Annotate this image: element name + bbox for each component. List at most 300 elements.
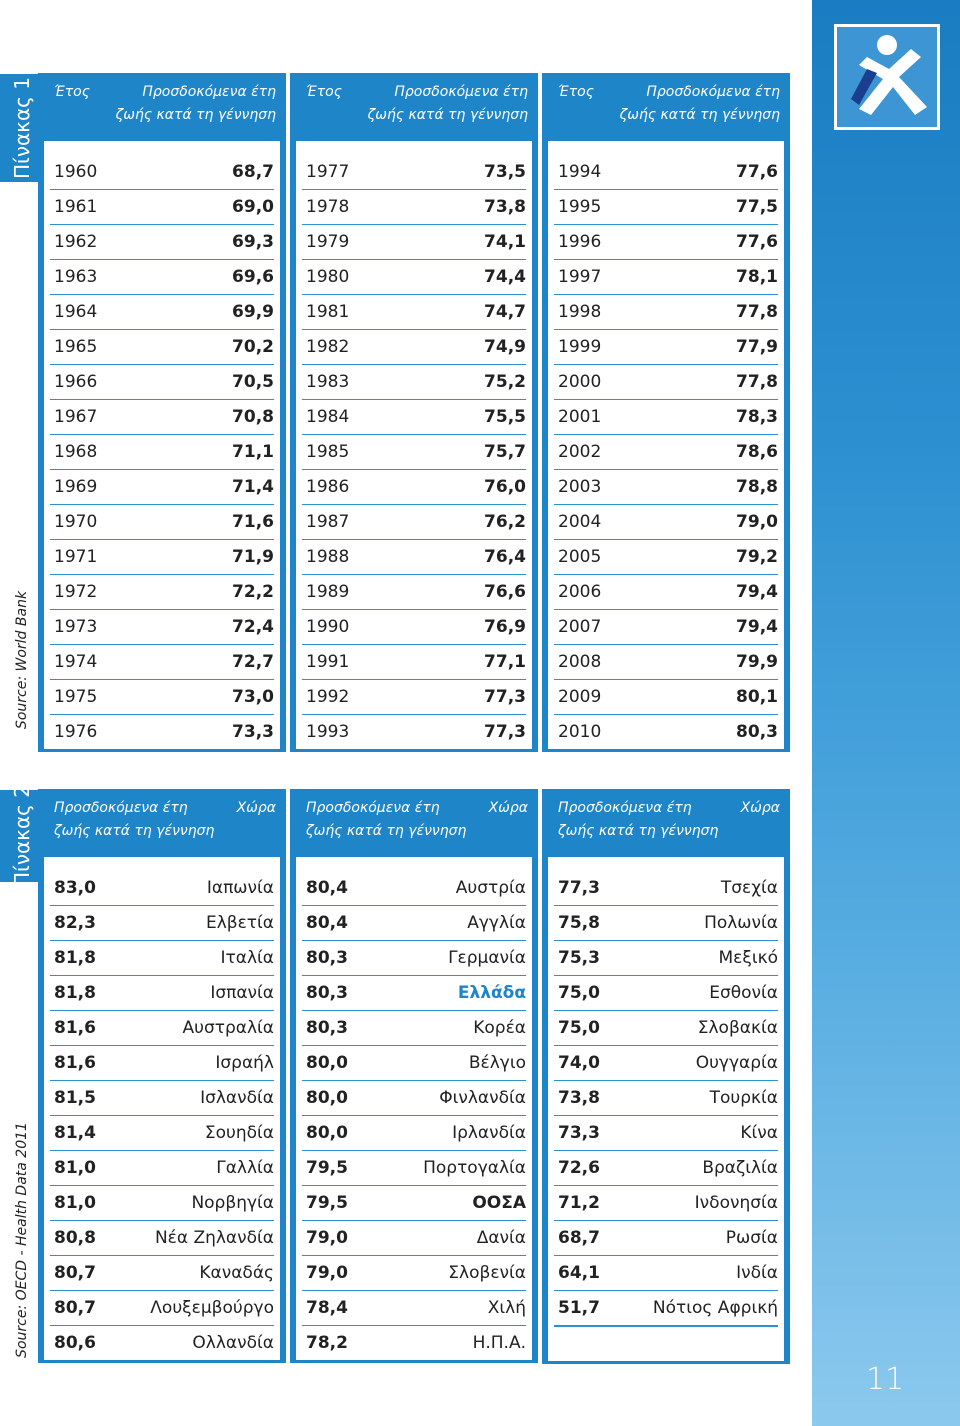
country-cell: Ιαπωνία [206, 878, 274, 898]
table-row [50, 1081, 274, 1116]
table-row [50, 435, 274, 470]
year-header: Έτος [306, 84, 342, 100]
table-row [302, 260, 526, 295]
country-cell: Ελβετία [205, 913, 274, 933]
country-cell: Ινδονησία [694, 1193, 778, 1213]
life-expectancy-cell: 73,8 [558, 1088, 600, 1108]
life-expectancy-cell: 81,0 [54, 1193, 96, 1213]
year-cell: 2008 [558, 652, 602, 672]
life-expectancy-cell: 77,8 [736, 302, 778, 322]
life-expectancy-cell: 80,3 [306, 983, 348, 1003]
table1-label: Πίνακας 1 [10, 77, 34, 179]
life-expectancy-cell: 79,0 [306, 1263, 348, 1283]
table2-rows [44, 871, 280, 1360]
country-cell: Χιλή [487, 1298, 526, 1318]
value-header-line1: Προσδοκόμενα έτη [306, 800, 440, 816]
year-cell: 1997 [558, 267, 602, 287]
table-row [302, 1081, 526, 1116]
life-expectancy-cell: 76,4 [484, 547, 526, 567]
value-header-line2: ζωής κατά τη γέννηση [619, 107, 780, 123]
table2-column-header [44, 789, 280, 857]
table-row [554, 715, 778, 749]
life-expectancy-cell: 81,8 [54, 948, 96, 968]
year-cell: 2000 [558, 372, 602, 392]
life-expectancy-cell: 78,2 [306, 1333, 348, 1353]
table1-rows [296, 155, 532, 749]
table1-column [290, 73, 538, 752]
table-row [302, 155, 526, 190]
table-row [554, 225, 778, 260]
decorative-side-band [812, 0, 960, 1426]
page-number: 11 [866, 1362, 905, 1397]
table-row [554, 575, 778, 610]
table-row [50, 260, 274, 295]
year-cell: 1964 [54, 302, 98, 322]
value-header-line2: ζωής κατά τη γέννηση [54, 823, 215, 839]
life-expectancy-cell: 79,0 [736, 512, 778, 532]
table-row [302, 976, 526, 1011]
value-header-line2: ζωής κατά τη γέννηση [306, 823, 467, 839]
year-cell: 1972 [54, 582, 98, 602]
life-expectancy-cell: 83,0 [54, 878, 96, 898]
country-cell: Ουγγαρία [695, 1053, 778, 1073]
table-row [302, 330, 526, 365]
table-row [554, 871, 778, 906]
value-header [116, 81, 276, 127]
year-cell: 1998 [558, 302, 602, 322]
table-row [554, 400, 778, 435]
country-cell: Σουηδία [204, 1123, 274, 1143]
table-row [302, 190, 526, 225]
life-expectancy-cell: 81,0 [54, 1158, 96, 1178]
country-cell: Βέλγιο [468, 1053, 526, 1073]
table-row [554, 330, 778, 365]
life-expectancy-cell: 79,9 [736, 652, 778, 672]
life-expectancy-cell: 80,3 [306, 948, 348, 968]
year-cell: 1967 [54, 407, 98, 427]
table1-source: Source: World Bank [14, 590, 30, 730]
life-expectancy-cell: 69,3 [232, 232, 274, 252]
life-expectancy-cell: 74,9 [484, 337, 526, 357]
table-row [302, 400, 526, 435]
table-row [302, 295, 526, 330]
life-expectancy-cell: 80,4 [306, 878, 348, 898]
year-cell: 2007 [558, 617, 602, 637]
table-row [554, 1291, 778, 1326]
life-expectancy-cell: 76,9 [484, 617, 526, 637]
country-cell: Νορβηγία [191, 1193, 274, 1213]
table-row [302, 470, 526, 505]
year-cell: 1968 [54, 442, 98, 462]
country-cell: Ισλανδία [200, 1088, 274, 1108]
table-row [50, 1326, 274, 1360]
table-row [302, 715, 526, 749]
table-row [302, 645, 526, 680]
life-expectancy-cell: 73,5 [484, 162, 526, 182]
year-cell: 1996 [558, 232, 602, 252]
table-row [302, 225, 526, 260]
table-row [50, 610, 274, 645]
year-cell: 1999 [558, 337, 602, 357]
life-expectancy-cell: 80,1 [736, 687, 778, 707]
table-row [302, 906, 526, 941]
table-row [50, 505, 274, 540]
country-cell: Αγγλία [467, 913, 526, 933]
header-gap [44, 141, 280, 155]
table-row [302, 1151, 526, 1186]
life-expectancy-cell: 76,2 [484, 512, 526, 532]
year-cell: 1993 [306, 722, 350, 742]
table-row [554, 1186, 778, 1221]
life-expectancy-cell: 77,6 [736, 232, 778, 252]
table-row [302, 1186, 526, 1221]
year-cell: 1990 [306, 617, 350, 637]
table-row [50, 1151, 274, 1186]
year-cell: 1961 [54, 197, 98, 217]
life-expectancy-cell: 80,0 [306, 1088, 348, 1108]
table1-column-header [296, 73, 532, 141]
life-expectancy-cell: 71,2 [558, 1193, 600, 1213]
life-expectancy-cell: 77,5 [736, 197, 778, 217]
table-row [554, 155, 778, 190]
country-cell: Τσεχία [720, 878, 778, 898]
table-row [302, 1116, 526, 1151]
table-row [554, 505, 778, 540]
country-cell: Ιρλανδία [452, 1123, 526, 1143]
life-expectancy-cell: 78,1 [736, 267, 778, 287]
life-expectancy-cell: 79,0 [306, 1228, 348, 1248]
life-expectancy-cell: 76,6 [484, 582, 526, 602]
life-expectancy-cell: 80,7 [54, 1298, 96, 1318]
header-gap [296, 141, 532, 155]
table2-column [38, 789, 286, 1363]
year-cell: 1975 [54, 687, 98, 707]
table-row [302, 610, 526, 645]
country-cell: Η.Π.Α. [472, 1333, 526, 1353]
life-expectancy-cell: 76,0 [484, 477, 526, 497]
life-expectancy-cell: 80,0 [306, 1123, 348, 1143]
year-cell: 1980 [306, 267, 350, 287]
table-row [302, 1256, 526, 1291]
table-row [302, 1326, 526, 1360]
table2-rows [548, 871, 784, 1361]
life-expectancy-cell: 77,3 [484, 687, 526, 707]
country-cell: Σλοβενία [448, 1263, 526, 1283]
table1-column [542, 73, 790, 752]
country-cell: Ολλανδία [192, 1333, 274, 1353]
life-expectancy-cell: 75,5 [484, 407, 526, 427]
life-expectancy-cell: 71,4 [232, 477, 274, 497]
table-row [554, 1116, 778, 1151]
life-expectancy-cell: 75,0 [558, 1018, 600, 1038]
table-row [554, 295, 778, 330]
table-row [554, 435, 778, 470]
life-expectancy-cell: 80,8 [54, 1228, 96, 1248]
table-row [302, 1291, 526, 1326]
table-row [302, 575, 526, 610]
year-header: Έτος [558, 84, 594, 100]
year-cell: 1988 [306, 547, 350, 567]
year-cell: 1963 [54, 267, 98, 287]
country-cell: Τουρκία [709, 1088, 778, 1108]
country-cell: Λουξεμβούργο [150, 1298, 274, 1318]
value-header [54, 797, 214, 843]
year-cell: 1971 [54, 547, 98, 567]
life-expectancy-cell: 69,6 [232, 267, 274, 287]
year-cell: 2001 [558, 407, 602, 427]
life-expectancy-cell: 68,7 [232, 162, 274, 182]
value-header [368, 81, 528, 127]
value-header-line2: ζωής κατά τη γέννηση [367, 107, 528, 123]
table-row [554, 470, 778, 505]
table-row [50, 400, 274, 435]
year-cell: 2005 [558, 547, 602, 567]
life-expectancy-cell: 75,3 [558, 948, 600, 968]
logo [834, 24, 940, 130]
table-row [50, 1256, 274, 1291]
life-expectancy-cell: 71,9 [232, 547, 274, 567]
life-expectancy-cell: 78,3 [736, 407, 778, 427]
life-expectancy-cell: 79,5 [306, 1158, 348, 1178]
life-expectancy-cell: 78,8 [736, 477, 778, 497]
header-gap [44, 857, 280, 871]
life-expectancy-cell: 51,7 [558, 1298, 600, 1318]
table-row [50, 1291, 274, 1326]
table-row [302, 435, 526, 470]
life-expectancy-cell: 77,8 [736, 372, 778, 392]
year-cell: 2002 [558, 442, 602, 462]
year-cell: 1969 [54, 477, 98, 497]
year-cell: 1995 [558, 197, 602, 217]
year-cell: 1982 [306, 337, 350, 357]
year-cell: 1966 [54, 372, 98, 392]
year-cell: 1984 [306, 407, 350, 427]
country-cell: Πορτογαλία [423, 1158, 526, 1178]
life-expectancy-cell: 78,4 [306, 1298, 348, 1318]
header-gap [548, 141, 784, 155]
value-header-line2: ζωής κατά τη γέννηση [115, 107, 276, 123]
table2-column [290, 789, 538, 1363]
year-cell: 2009 [558, 687, 602, 707]
year-cell: 1970 [54, 512, 98, 532]
table-row [554, 1046, 778, 1081]
life-expectancy-cell: 82,3 [54, 913, 96, 933]
year-cell: 1985 [306, 442, 350, 462]
table-row [50, 575, 274, 610]
year-cell: 1965 [54, 337, 98, 357]
life-expectancy-cell: 73,3 [232, 722, 274, 742]
country-cell: Γαλλία [216, 1158, 274, 1178]
life-expectancy-cell: 77,3 [558, 878, 600, 898]
value-header-line1: Προσδοκόμενα έτη [558, 800, 692, 816]
country-header: Χώρα [488, 800, 528, 816]
table-row [50, 190, 274, 225]
life-expectancy-cell: 80,7 [54, 1263, 96, 1283]
country-cell: Ινδία [736, 1263, 778, 1283]
life-expectancy-cell: 75,2 [484, 372, 526, 392]
year-cell: 1974 [54, 652, 98, 672]
life-expectancy-cell: 75,7 [484, 442, 526, 462]
table2-source: Source: OECD - Health Data 2011 [14, 1122, 30, 1358]
table-row [50, 470, 274, 505]
table-row [554, 1256, 778, 1291]
country-cell: ΟΟΣΑ [472, 1193, 526, 1213]
table-row [50, 1011, 274, 1046]
life-expectancy-cell: 79,5 [306, 1193, 348, 1213]
table-row [302, 941, 526, 976]
life-expectancy-cell: 80,3 [736, 722, 778, 742]
life-expectancy-cell: 64,1 [558, 1263, 600, 1283]
life-expectancy-cell: 75,0 [558, 983, 600, 1003]
header-gap [296, 857, 532, 871]
country-cell: Αυστρία [455, 878, 526, 898]
country-cell: Ισραήλ [215, 1053, 274, 1073]
value-header-line1: Προσδοκόμενα έτη [54, 800, 188, 816]
year-cell: 1979 [306, 232, 350, 252]
life-expectancy-cell: 79,4 [736, 582, 778, 602]
table-row [554, 906, 778, 941]
life-expectancy-cell: 73,0 [232, 687, 274, 707]
year-cell: 1960 [54, 162, 98, 182]
life-expectancy-cell: 80,4 [306, 913, 348, 933]
table-row [554, 260, 778, 295]
table1-rows [548, 155, 784, 749]
table-row [50, 330, 274, 365]
life-expectancy-cell: 72,6 [558, 1158, 600, 1178]
country-cell: Κίνα [740, 1123, 778, 1143]
year-cell: 1973 [54, 617, 98, 637]
table1-column-header [44, 73, 280, 141]
value-header-line1: Προσδοκόμενα έτη [394, 84, 528, 100]
life-expectancy-cell: 74,1 [484, 232, 526, 252]
table-row [50, 540, 274, 575]
table-row [554, 976, 778, 1011]
country-cell: Δανία [476, 1228, 526, 1248]
table-row [302, 680, 526, 715]
life-expectancy-cell: 72,2 [232, 582, 274, 602]
life-expectancy-cell: 80,0 [306, 1053, 348, 1073]
empty-row-space [554, 1326, 778, 1361]
table-row [50, 680, 274, 715]
table-row [554, 1221, 778, 1256]
country-cell: Βραζιλία [702, 1158, 778, 1178]
table-row [302, 1221, 526, 1256]
year-cell: 2010 [558, 722, 602, 742]
country-header: Χώρα [740, 800, 780, 816]
life-expectancy-cell: 77,6 [736, 162, 778, 182]
country-header: Χώρα [236, 800, 276, 816]
life-expectancy-cell: 79,4 [736, 617, 778, 637]
life-expectancy-cell: 74,7 [484, 302, 526, 322]
life-expectancy-cell: 71,1 [232, 442, 274, 462]
life-expectancy-cell: 77,1 [484, 652, 526, 672]
year-cell: 1976 [54, 722, 98, 742]
table-row [50, 715, 274, 749]
country-cell: Αυστραλία [182, 1018, 274, 1038]
table-row [302, 505, 526, 540]
life-expectancy-cell: 81,6 [54, 1053, 96, 1073]
table-row [50, 645, 274, 680]
year-cell: 1986 [306, 477, 350, 497]
year-cell: 1983 [306, 372, 350, 392]
table-row [302, 1011, 526, 1046]
year-cell: 1994 [558, 162, 602, 182]
life-expectancy-cell: 74,0 [558, 1053, 600, 1073]
year-cell: 1989 [306, 582, 350, 602]
table-row [554, 645, 778, 680]
country-cell: Εσθονία [709, 983, 778, 1003]
life-expectancy-cell: 74,4 [484, 267, 526, 287]
value-header-line1: Προσδοκόμενα έτη [142, 84, 276, 100]
year-cell: 1978 [306, 197, 350, 217]
country-cell: Γερμανία [448, 948, 526, 968]
table-row [50, 941, 274, 976]
country-cell: Νέα Ζηλανδία [154, 1228, 274, 1248]
year-cell: 1981 [306, 302, 350, 322]
table2-rows [296, 871, 532, 1360]
table-row [554, 1151, 778, 1186]
table-row [554, 365, 778, 400]
year-cell: 2004 [558, 512, 602, 532]
country-cell: Ισπανία [210, 983, 274, 1003]
table-row [554, 680, 778, 715]
country-cell: Φινλανδία [439, 1088, 526, 1108]
country-cell: Καναδάς [199, 1263, 274, 1283]
table-row [302, 540, 526, 575]
country-cell: Ελλάδα [457, 983, 526, 1003]
table1-rows [44, 155, 280, 749]
table1-column [38, 73, 286, 752]
table-row [554, 540, 778, 575]
header-gap [548, 857, 784, 871]
table-row [302, 1046, 526, 1081]
table2-column [542, 789, 790, 1364]
country-cell: Πολωνία [704, 913, 778, 933]
table1-column-header [548, 73, 784, 141]
life-expectancy-cell: 68,7 [558, 1228, 600, 1248]
life-expectancy-cell: 72,7 [232, 652, 274, 672]
table-row [50, 365, 274, 400]
life-expectancy-cell: 72,4 [232, 617, 274, 637]
table-row [554, 1081, 778, 1116]
life-expectancy-cell: 70,5 [232, 372, 274, 392]
value-header [620, 81, 780, 127]
life-expectancy-cell: 75,8 [558, 913, 600, 933]
life-expectancy-cell: 80,3 [306, 1018, 348, 1038]
table-row [302, 365, 526, 400]
life-expectancy-cell: 81,4 [54, 1123, 96, 1143]
table-row [50, 155, 274, 190]
table-row [302, 871, 526, 906]
value-header-line2: ζωής κατά τη γέννηση [558, 823, 719, 839]
table-row [50, 871, 274, 906]
life-expectancy-cell: 80,6 [54, 1333, 96, 1353]
table-row [50, 976, 274, 1011]
country-cell: Μεξικό [718, 948, 778, 968]
life-expectancy-cell: 70,8 [232, 407, 274, 427]
person-figure-icon [837, 27, 937, 127]
life-expectancy-cell: 81,6 [54, 1018, 96, 1038]
life-expectancy-cell: 69,0 [232, 197, 274, 217]
table-row [50, 295, 274, 330]
year-cell: 1991 [306, 652, 350, 672]
table-row [50, 225, 274, 260]
table-row [554, 1011, 778, 1046]
table-row [50, 1221, 274, 1256]
table-row [50, 1046, 274, 1081]
table-row [554, 941, 778, 976]
country-cell: Σλοβακία [697, 1018, 778, 1038]
